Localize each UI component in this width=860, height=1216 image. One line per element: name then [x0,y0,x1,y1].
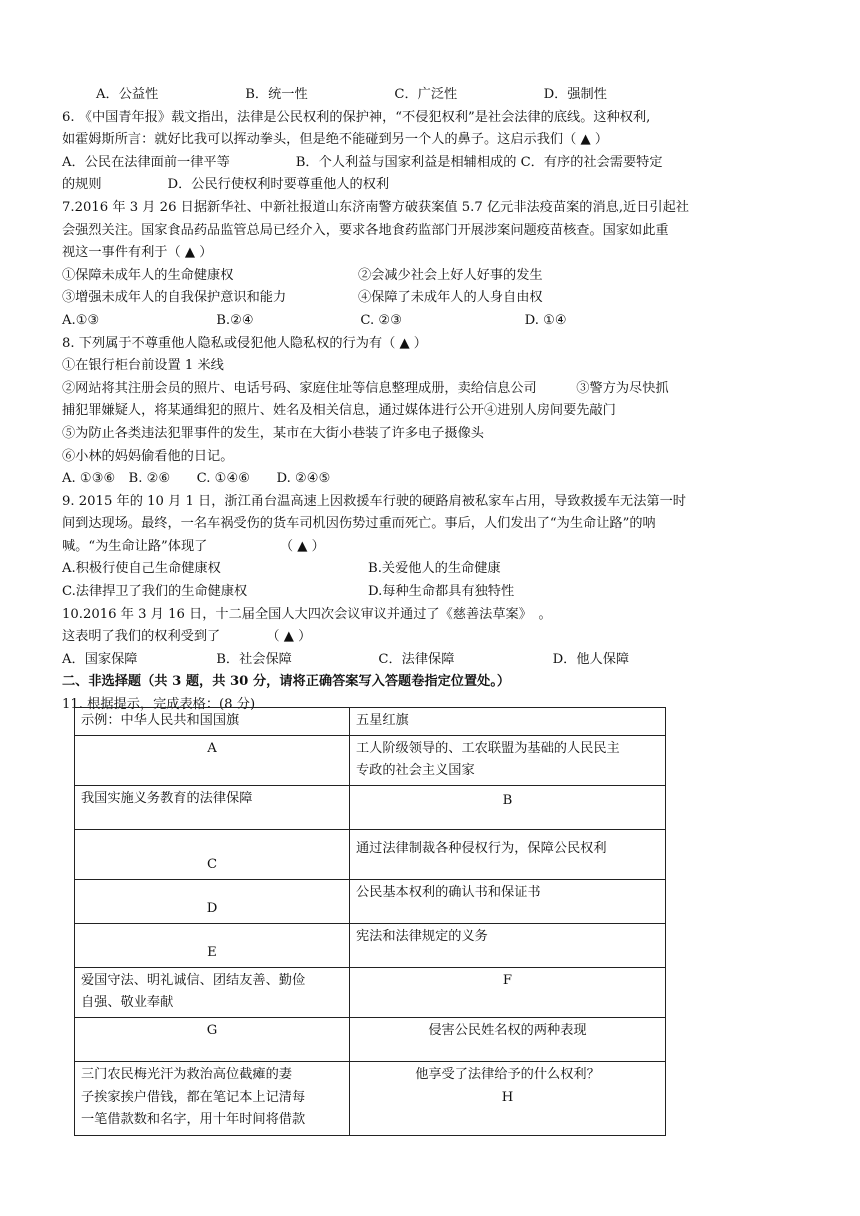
table-cell [75,829,350,879]
q11-table [74,707,666,1136]
q7-option-d: D. ①④ [524,312,567,328]
cell-text: 示例：中华人民共和国国旗 [81,713,240,728]
table-cell [75,735,350,785]
cell-text: 我国实施义务教育的法律保障 [81,790,253,806]
q8-item: ⑤为防止各类违法犯罪事件的发生，某市在大街小巷装了许多电子摄像头 [62,425,484,441]
q10-option-c: C．法律保障 [378,651,455,667]
table-cell [350,708,666,736]
cell-text: 公民基本权利的确认书和保证书 [356,884,541,900]
cell-text: 侵害公民姓名权的两种表现 [428,1022,587,1038]
q10-stem-line: 这表明了我们的权利受到了 （ ▲ ） [62,629,312,645]
table-cell [75,923,350,967]
exam-page [62,84,780,717]
q10-option-d: D．他人保障 [552,651,630,667]
q7-item: ④保障了未成年人的人身自由权 [358,290,543,306]
q9-option-b: B.关爱他人的生命健康 [368,561,501,577]
blank-label-c: C [206,857,218,873]
table-cell [350,1061,666,1135]
cell-text: 爱国守法、明礼诚信、团结友善、勤俭 [81,972,306,988]
q9-option-c: C.法律捍卫了我们的生命健康权 [62,584,248,600]
table-cell [350,829,666,879]
table-row [75,829,666,879]
table-cell [75,708,350,736]
blank-label-a: A [207,740,217,756]
q10-option-b: B．社会保障 [216,651,292,667]
table-cell [75,879,350,923]
q8-item: 捕犯罪嫌疑人，将某通缉犯的照片、姓名及相关信息，通过媒体进行公开④进别人房间要先敲门 [62,403,616,419]
q9-stem-line: 9. 2015 年的 10 月 1 日，浙江甬台温高速上因救援车行驶的硬路肩被私家车占用，导致救援车无法第一时 [62,493,686,509]
q9-stem-line: 间到达现场。最终，一名车祸受伤的货车司机因伤势过重而死亡。事后，人们发出了“为生命让路”的呐 [62,516,656,532]
cell-text: 三门农民梅光汗为救治高位截瘫的妻 [81,1066,292,1082]
q7-options [62,310,780,333]
q5-option-a: A．公益性 [96,87,159,102]
q9-options-row [62,558,780,581]
table-row [75,1017,666,1061]
blank-label-d: D [206,901,218,917]
q10-options [62,649,780,672]
blank-label-b: B [502,792,513,808]
q9-stem-line: 喊。“为生命让路”体现了 （ ▲ ） [62,538,325,554]
table-cell [350,923,666,967]
cell-text: 子挨家挨户借钱，都在笔记本上记清每 [81,1089,306,1105]
blank-label-f: F [502,972,513,988]
table-cell [350,1017,666,1061]
q7-items-row [62,287,780,310]
cell-text: 宪法和法律规定的义务 [356,928,488,944]
q7-option-b: B.②④ [216,312,254,328]
blank-label-h: H [501,1089,514,1105]
table-cell [75,1017,350,1061]
table-cell [350,735,666,785]
table-row [75,708,666,736]
q10-option-a: A．国家保障 [62,651,138,667]
cell-text: 他享受了法律给予的什么权利？ [415,1066,600,1082]
table-cell [75,785,350,829]
q7-item: ②会减少社会上好人好事的发生 [358,267,543,283]
cell-text: 工人阶级领导的、工农联盟为基础的人民民主 [356,740,620,756]
table-cell [75,1061,350,1135]
q5-options [80,84,780,107]
q8-item: ②网站将其注册会员的照片、电话号码、家庭住址等信息整理成册，卖给信息公司 ③警方为尽快抓 [62,380,669,396]
q7-item: ③增强未成年人的自我保护意识和能力 [62,290,287,306]
q9-options-row [62,581,780,604]
q10-stem-line: 10.2016 年 3 月 16 日，十二届全国人大四次会议审议并通过了《慈善法草案》 。 [62,606,552,622]
q5-option-c: C．广泛性 [394,87,458,102]
table-cell [350,967,666,1017]
q5-option-b: B．统一性 [245,87,308,102]
q7-items-row [62,265,780,288]
q7-stem-line: 会强烈关注。国家食品药品监管总局已经介入，要求各地食药监部门开展涉案问题疫苗核查。国家如此重 [62,222,669,238]
blank-label-g: G [206,1022,218,1038]
q5-option-d: D．强制性 [543,87,607,102]
q6-stem-line: 6. 《中国青年报》载文指出，法律是公民权利的保护神，“不侵犯权利”是社会法律的底线。这种权利, [62,109,651,125]
q9-option-d: D.每种生命都具有独特性 [368,584,515,600]
table-row [75,785,666,829]
table-cell [75,967,350,1017]
table-cell [350,785,666,829]
q6-stem-line: 如霍姆斯所言：就好比我可以挥动拳头，但是绝不能碰到另一个人的鼻子。这启示我们（ ▲ ） [62,132,609,148]
table-row [75,879,666,923]
table-row [75,1061,666,1135]
q9-option-a: A.积极行使自己生命健康权 [62,561,221,577]
blank-label-e: E [207,945,217,961]
table-cell [350,879,666,923]
section-title: 二、非选择题（共 3 题，共 30 分，请将正确答案写入答题卷指定位置处。） [62,674,511,690]
q6-options-line: A．公民在法律面前一律平等 B．个人利益与国家利益是相辅相成的 C．有序的社会需要特定 [62,154,663,170]
q8-options: A. ①③⑥ B. ②⑥ C. ①④⑥ D. ②④⑤ [62,471,331,487]
table-row [75,923,666,967]
q8-item: ①在银行柜台前设置 1 米线 [62,358,224,374]
q7-stem-line: 视这一事件有利于（ ▲ ） [62,245,213,261]
q8-stem: 8. 下列属于不尊重他人隐私或侵犯他人隐私权的行为有（ ▲ ） [62,335,427,351]
q11-stem: 11. 根据提示，完成表格：(8 分) [62,697,256,713]
cell-text: 一笔借款数和名字，用十年时间将借款 [81,1112,306,1128]
cell-text: 专政的社会主义国家 [356,763,475,779]
table-row [75,967,666,1017]
q8-item: ⑥小林的妈妈偷看他的日记。 [62,448,234,464]
q7-option-a: A.①③ [62,312,100,328]
cell-text: 通过法律制裁各种侵权行为，保障公民权利 [356,840,607,856]
q7-option-c: C. ②③ [360,312,403,328]
cell-text: 自强、敬业奉献 [81,995,174,1011]
cell-text: 五星红旗 [356,713,409,728]
q7-item: ①保障未成年人的生命健康权 [62,267,234,283]
q7-stem-line: 7.2016 年 3 月 26 日据新华社、中新社报道山东济南警方破获案值 5.7 亿元非法疫苗案的消息,近日引起社 [62,199,689,215]
table-row [75,735,666,785]
q6-options-line: 的规则 D．公民行使权利时要尊重他人的权利 [62,177,390,193]
